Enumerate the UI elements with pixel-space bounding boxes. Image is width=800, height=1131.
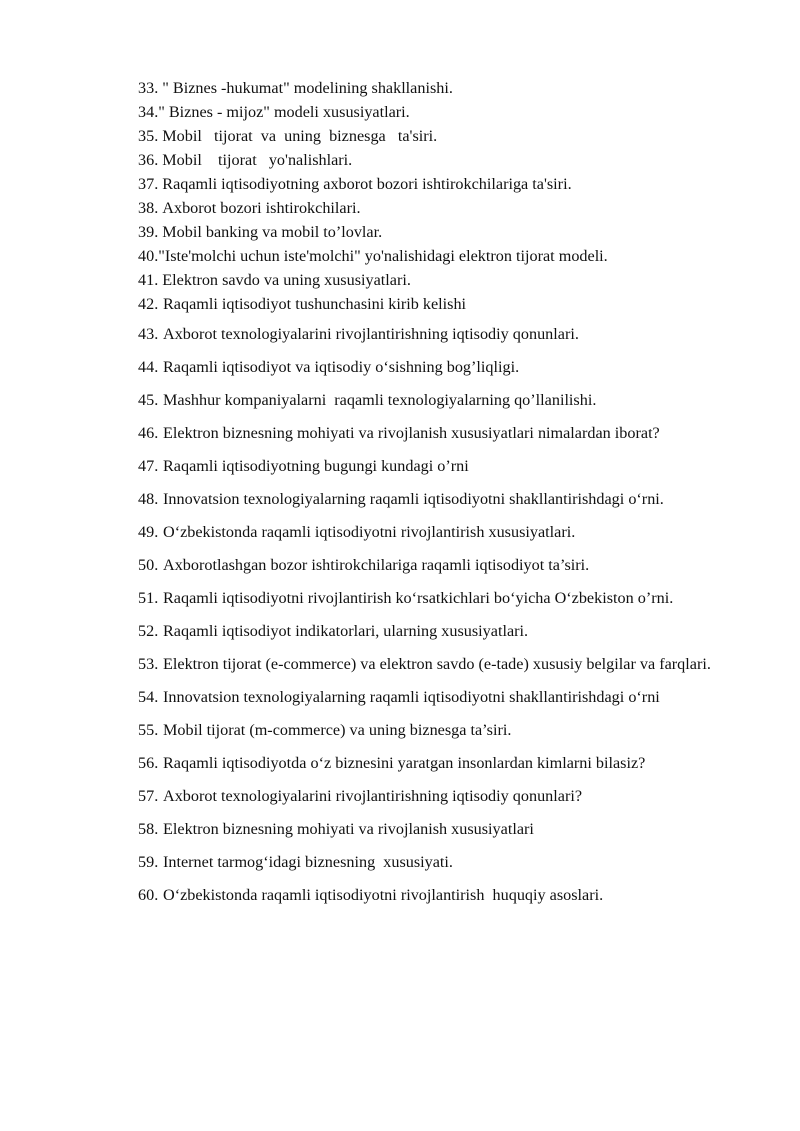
- item-number: 60.: [138, 886, 159, 904]
- item-number: 45.: [138, 391, 159, 409]
- item-number: 55.: [138, 721, 159, 739]
- item-number: 34.: [138, 103, 159, 121]
- item-number: 51.: [138, 589, 159, 607]
- item-number: 47.: [138, 457, 159, 475]
- list-item: [138, 244, 742, 268]
- item-text: Innovatsion texnologiyalarning raqamli iqtisodiyotni shakllantirishdagi o‘rni.: [163, 490, 664, 508]
- list-item: [138, 483, 742, 515]
- item-text: O‘zbekistonda raqamli iqtisodiyotni rivojlantirish huquqiy asoslari.: [163, 886, 604, 904]
- list-item: [138, 196, 742, 220]
- list-item: [138, 220, 742, 244]
- item-text: "Iste'molchi uchun iste'molchi" yo'nalishidagi elektron tijorat modeli.: [158, 247, 608, 265]
- item-text: Axborot texnologiyalarini rivojlantirishning iqtisodiy qonunlari.: [163, 325, 579, 343]
- list-item: [138, 615, 742, 647]
- list-item: [138, 714, 742, 746]
- list-item: [138, 516, 742, 548]
- item-text: Elektron biznesning mohiyati va rivojlanish xususiyatlari nimalardan iborat?: [163, 424, 660, 442]
- item-number: 59.: [138, 853, 159, 871]
- item-text: Elektron tijorat (e-commerce) va elektron savdo (e-tade) xususiy belgilar va farqlari.: [163, 655, 711, 673]
- list-item: [138, 879, 742, 911]
- item-number: 54.: [138, 688, 159, 706]
- item-number: 53.: [138, 655, 159, 673]
- item-text: Internet tarmog‘idagi biznesning xususiyati.: [163, 853, 453, 871]
- item-number: 56.: [138, 754, 159, 772]
- item-text: Raqamli iqtisodiyot va iqtisodiy o‘sishning bog’liqligi.: [163, 358, 520, 376]
- item-number: 42.: [138, 295, 159, 313]
- item-number: 58.: [138, 820, 159, 838]
- list-item: [138, 681, 742, 713]
- list-item: [138, 292, 742, 316]
- list-item: [138, 384, 742, 416]
- list-item: [138, 780, 742, 812]
- item-text: Mobil tijorat va uning biznesga ta'siri.: [162, 127, 438, 145]
- item-text: Raqamli iqtisodiyot tushunchasini kirib kelishi: [163, 295, 467, 313]
- item-number: 39.: [138, 223, 163, 241]
- item-number: 43.: [138, 325, 159, 343]
- list-item: [138, 268, 742, 292]
- item-text: Innovatsion texnologiyalarning raqamli iqtisodiyotni shakllantirishdagi o‘rni: [163, 688, 660, 706]
- list-item: [138, 450, 742, 482]
- list-item: [138, 100, 742, 124]
- list-item: [138, 76, 742, 100]
- item-text: Elektron biznesning mohiyati va rivojlanish xususiyatlari: [163, 820, 534, 838]
- item-text: O‘zbekistonda raqamli iqtisodiyotni rivojlantirish xususiyatlari.: [163, 523, 576, 541]
- item-number: 46.: [138, 424, 159, 442]
- item-text: Mobil banking va mobil to’lovlar.: [162, 223, 383, 241]
- item-text: " Biznes -hukumat" modelining shakllanishi.: [162, 79, 453, 97]
- item-number: 41.: [138, 271, 163, 289]
- list-item: [138, 747, 742, 779]
- list-item: [138, 549, 742, 581]
- item-number: 48.: [138, 490, 159, 508]
- item-text: Elektron savdo va uning xususiyatlari.: [162, 271, 411, 289]
- list-item: [138, 124, 742, 148]
- item-number: 37.: [138, 175, 163, 193]
- item-text: Raqamli iqtisodiyot indikatorlari, ularning xususiyatlari.: [163, 622, 529, 640]
- list-item: [138, 351, 742, 383]
- item-text: Raqamli iqtisodiyotning axborot bozori ishtirokchilariga ta'siri.: [162, 175, 572, 193]
- item-text: Raqamli iqtisodiyotni rivojlantirish ko‘rsatkichlari bo‘yicha O‘zbekiston o’rni.: [163, 589, 674, 607]
- list-item: [138, 648, 742, 680]
- list-item: [138, 318, 742, 350]
- question-list: [138, 76, 742, 911]
- item-number: 50.: [138, 556, 159, 574]
- item-text: Mobil tijorat (m-commerce) va uning biznesga ta’siri.: [163, 721, 512, 739]
- item-text: " Biznes - mijoz" modeli xususiyatlari.: [158, 103, 410, 121]
- item-text: Raqamli iqtisodiyotning bugungi kundagi o’rni: [163, 457, 469, 475]
- item-number: 52.: [138, 622, 159, 640]
- list-item: [138, 846, 742, 878]
- item-number: 57.: [138, 787, 159, 805]
- list-item: [138, 172, 742, 196]
- item-number: 36.: [138, 151, 163, 169]
- item-number: 35.: [138, 127, 163, 145]
- list-item: [138, 148, 742, 172]
- item-text: Axborot bozori ishtirokchilari.: [162, 199, 361, 217]
- item-text: Mashhur kompaniyalarni raqamli texnologiyalarning qo’llanilishi.: [163, 391, 597, 409]
- item-text: Raqamli iqtisodiyotda o‘z biznesini yaratgan insonlardan kimlarni bilasiz?: [163, 754, 646, 772]
- list-item: [138, 582, 742, 614]
- list-item: [138, 417, 742, 449]
- item-text: Axborotlashgan bozor ishtirokchilariga raqamli iqtisodiyot ta’siri.: [163, 556, 590, 574]
- item-text: Axborot texnologiyalarini rivojlantirishning iqtisodiy qonunlari?: [163, 787, 583, 805]
- list-item: [138, 813, 742, 845]
- item-number: 44.: [138, 358, 159, 376]
- item-number: 49.: [138, 523, 159, 541]
- item-number: 38.: [138, 199, 163, 217]
- item-number: 40.: [138, 247, 159, 265]
- item-text: Mobil tijorat yo'nalishlari.: [162, 151, 353, 169]
- item-number: 33.: [138, 79, 163, 97]
